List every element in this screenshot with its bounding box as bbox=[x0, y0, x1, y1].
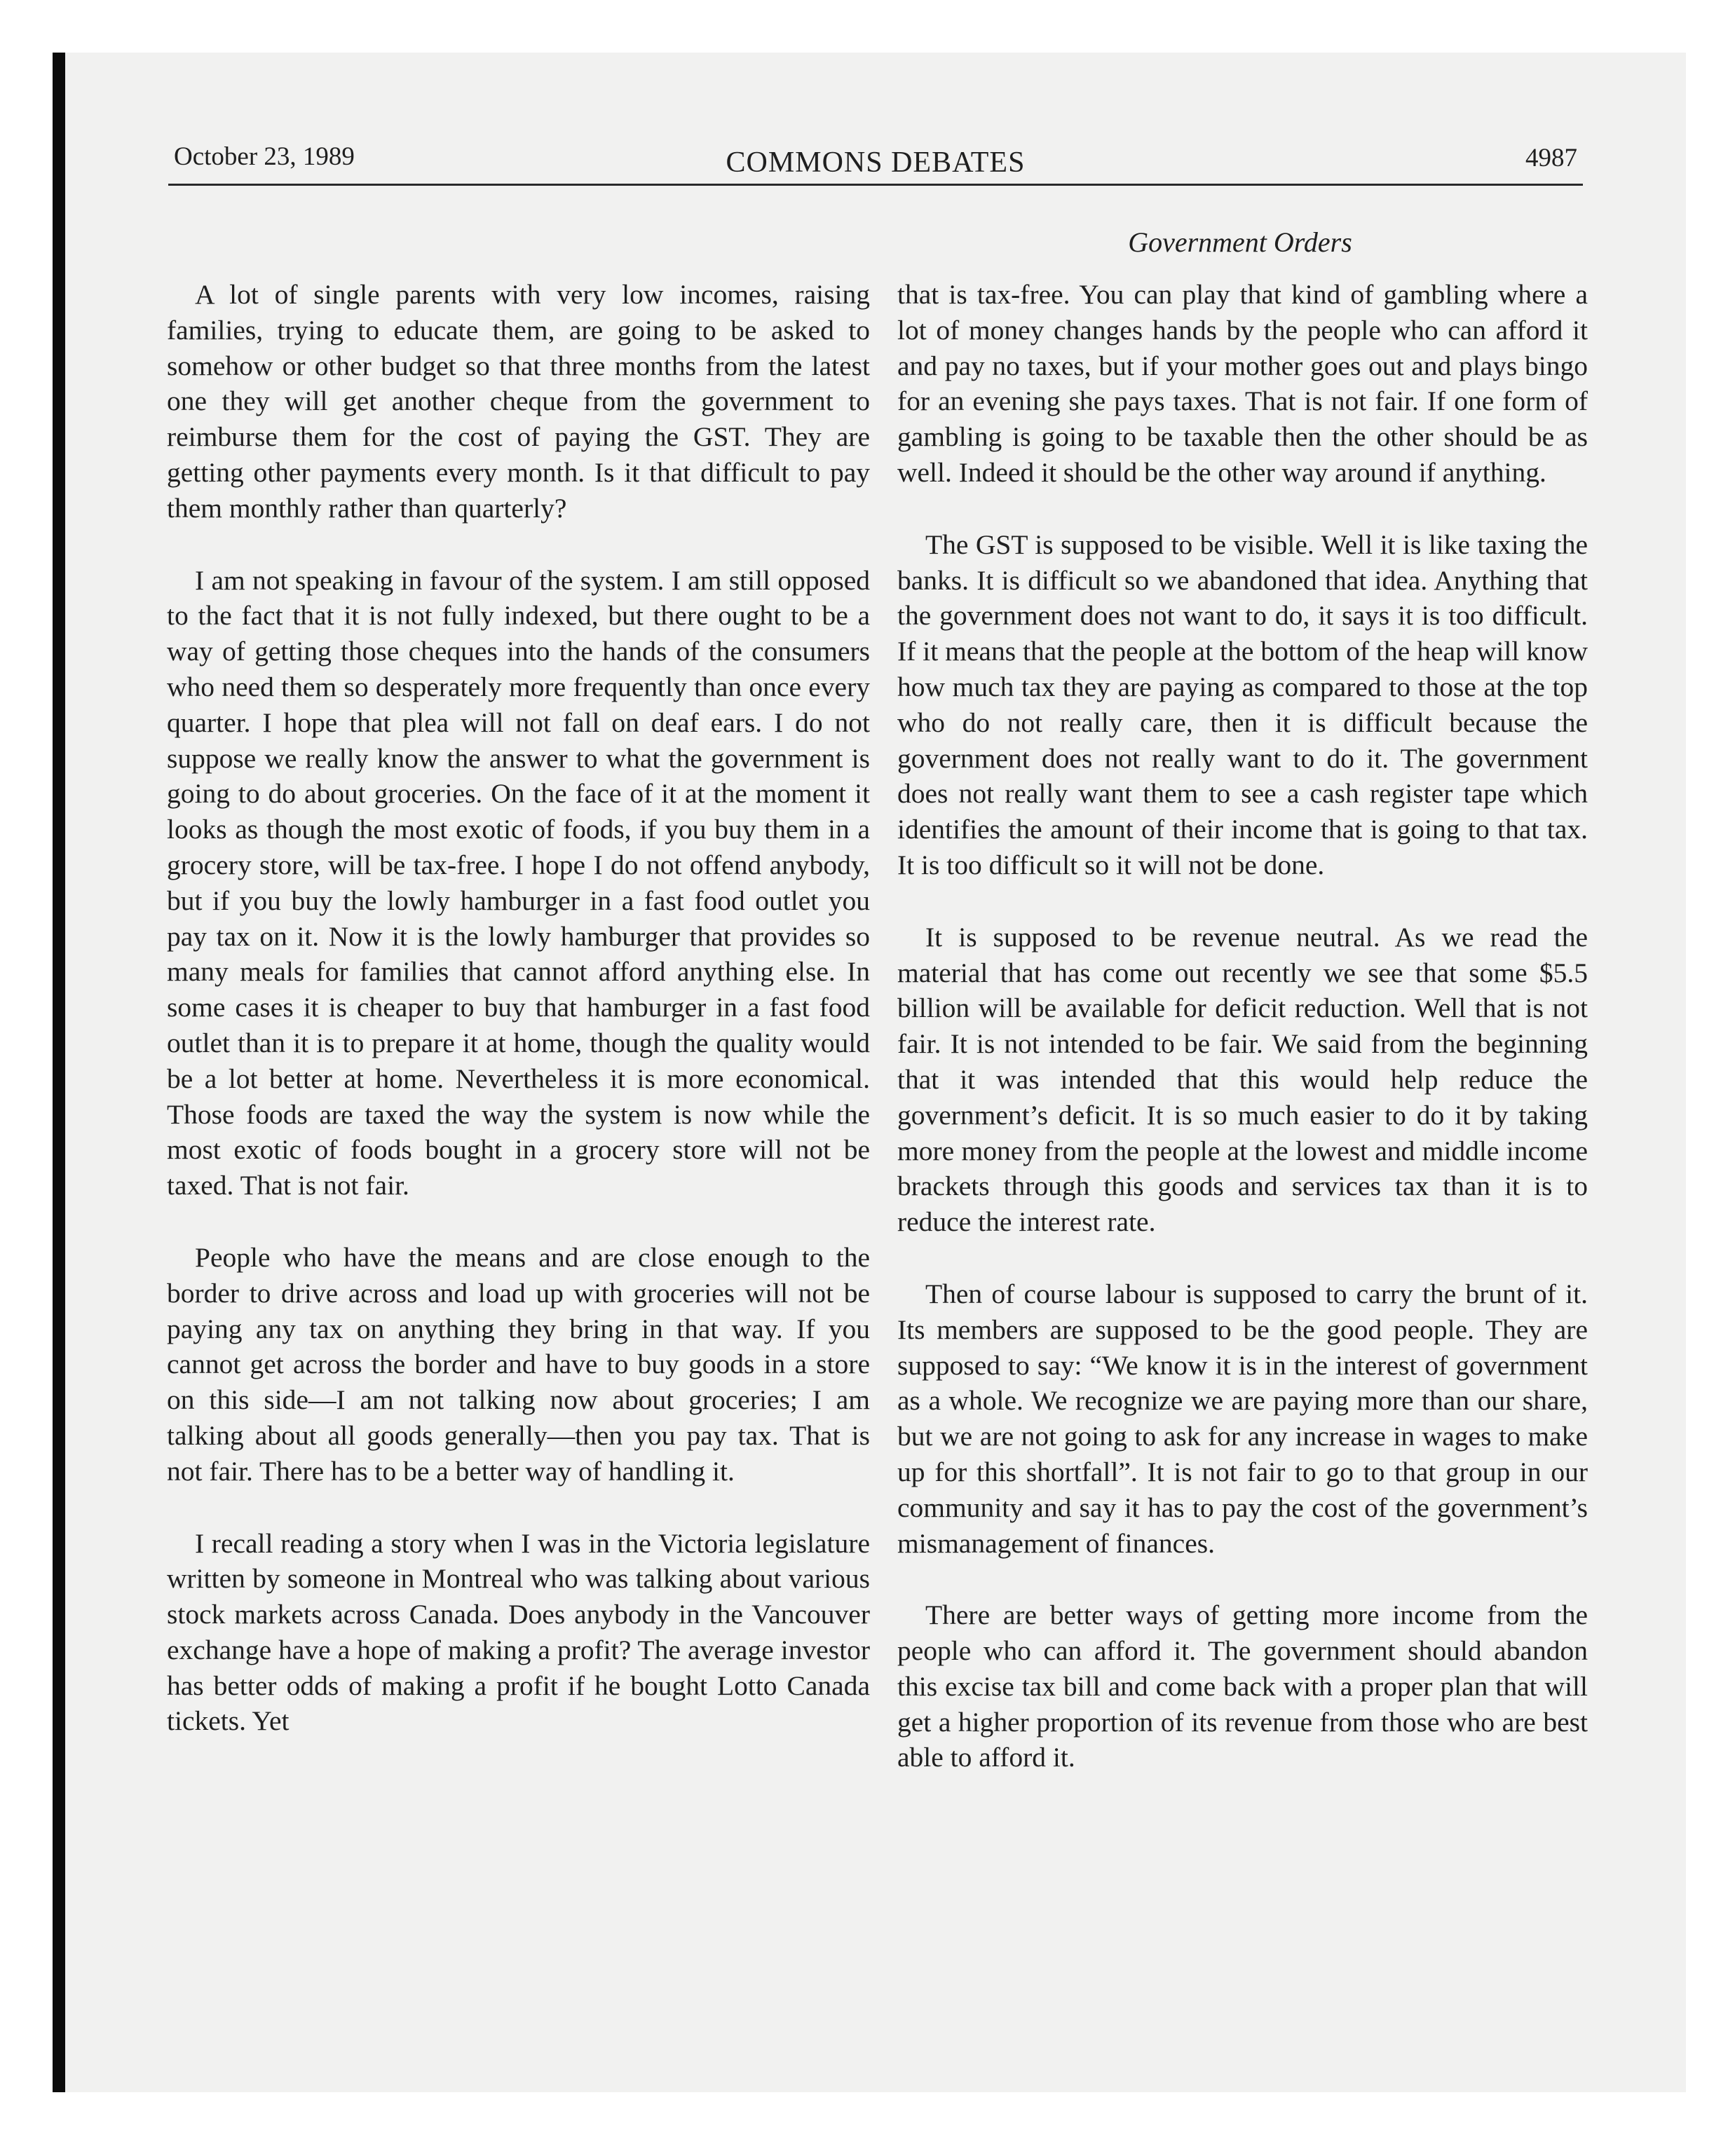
page-number: 4987 bbox=[1525, 144, 1577, 172]
section-title: Government Orders bbox=[1128, 226, 1352, 258]
paragraph-continued: that is tax-free. You can play that kind of gambling where a lot of money changes hands by the people who can afford it and pay no taxes, but if your mother goes out and plays bingo for an evening she pays taxes. That is not fair. If one form of gambling is going to be taxable then the other should be as well. Indeed it should be the other way around if anything. bbox=[897, 279, 1588, 488]
paragraph: Then of course labour is supposed to carry the brunt of it. Its members are supposed to be the good people. They are supposed to say: “We know it is in the interest of government as a whole. We recognize we are paying more than our share, but we are not going to ask for any increase in wages to make up for this shortfall”. It is not fair to go to that group in our community and say it has to pay the cost of the government’s mismanagement of finances. bbox=[897, 1278, 1588, 1559]
paragraph: People who have the means and are close enough to the border to drive across and load up with groceries will not be paying any tax on anything they bring in that way. If you cannot get across the border and have to buy goods in a store on this side—I am not talking now about groceries; I am talking about all goods generally—then you pay tax. That is not fair. There has to be a better way of handling it. bbox=[167, 1241, 870, 1487]
left-column bbox=[167, 277, 870, 1775]
paragraph: A lot of single parents with very low incomes, raising families, trying to educate them, are going to be asked to somehow or other budget so that three months from the latest one they will get another cheque from the government to reimburse them for the cost of paying the GST. They are getting other payments every month. Is it that difficult to pay them monthly rather than quarterly? bbox=[167, 279, 870, 524]
publication-title: COMMONS DEBATES bbox=[726, 146, 1026, 179]
paragraph: I recall reading a story when I was in the Victoria legislature written by someone in Montreal who was talking about various stock markets across Canada. Does anybody in the Vancouver exchange have a hope of making a profit? The average investor has better odds of making a profit if he bought Lotto Canada tickets. Yet bbox=[167, 1527, 870, 1737]
header-date: October 23, 1989 bbox=[174, 142, 355, 171]
paragraph: I am not speaking in favour of the system. I am still opposed to the fact that it is not fully indexed, but there ought to be a way of getting those cheques into the hands of the consumers who need them so desperately more frequently than once every quarter. I hope that plea will not fall on deaf ears. I do not suppose we really know the answer to what the government is going to do about groceries. On the face of it at the moment it looks as though the most exotic of foods, if you buy them in a grocery store, will be tax-free. I hope I do not offend anybody, but if you buy the lowly hamburger in a fast food outlet you pay tax on it. Now it is the lowly hamburger that provides so many meals for families that cannot afford anything else. In some cases it is cheaper to buy that hamburger in a fast food outlet than it is to prepare it at home, though the quality would be a lot better at home. Nevertheless it is more economical. Those foods are taxed the way the system is now while the most exotic of foods bought in a grocery store will not be taxed. That is not fair. bbox=[167, 564, 870, 1201]
paragraph: There are better ways of getting more income from the people who can afford it. The government should abandon this excise tax bill and come back with a proper plan that will get a higher proportion of its revenue from those who are best able to afford it. bbox=[897, 1599, 1588, 1773]
paragraph: The GST is supposed to be visible. Well it is like taxing the banks. It is difficult so we abandoned that idea. Anything that the government does not want to do, it says it is too difficult. If it means that the people at the bottom of the heap will know how much tax they are paying as compared to those at the top who do not really care, then it is difficult because the government does not really want to do it. The government does not really want them to see a cash register tape which identifies the amount of their income that is going to that tax. It is too difficult so it will not be done. bbox=[897, 528, 1588, 880]
page-header bbox=[168, 140, 1583, 186]
paragraph: It is supposed to be revenue neutral. As we read the material that has come out recently we see that some $5.5 billion will be available for deficit reduction. Well that is not fair. It is not intended to be fair. We said from the beginning that it was intended that this would help reduce the government’s deficit. It is so much easier to do it by taking more money from the people at the lowest and middle income brackets through this goods and services tax than it is to reduce the interest rate. bbox=[897, 921, 1588, 1238]
right-column bbox=[897, 277, 1588, 1812]
page-binding-edge bbox=[53, 53, 65, 2092]
